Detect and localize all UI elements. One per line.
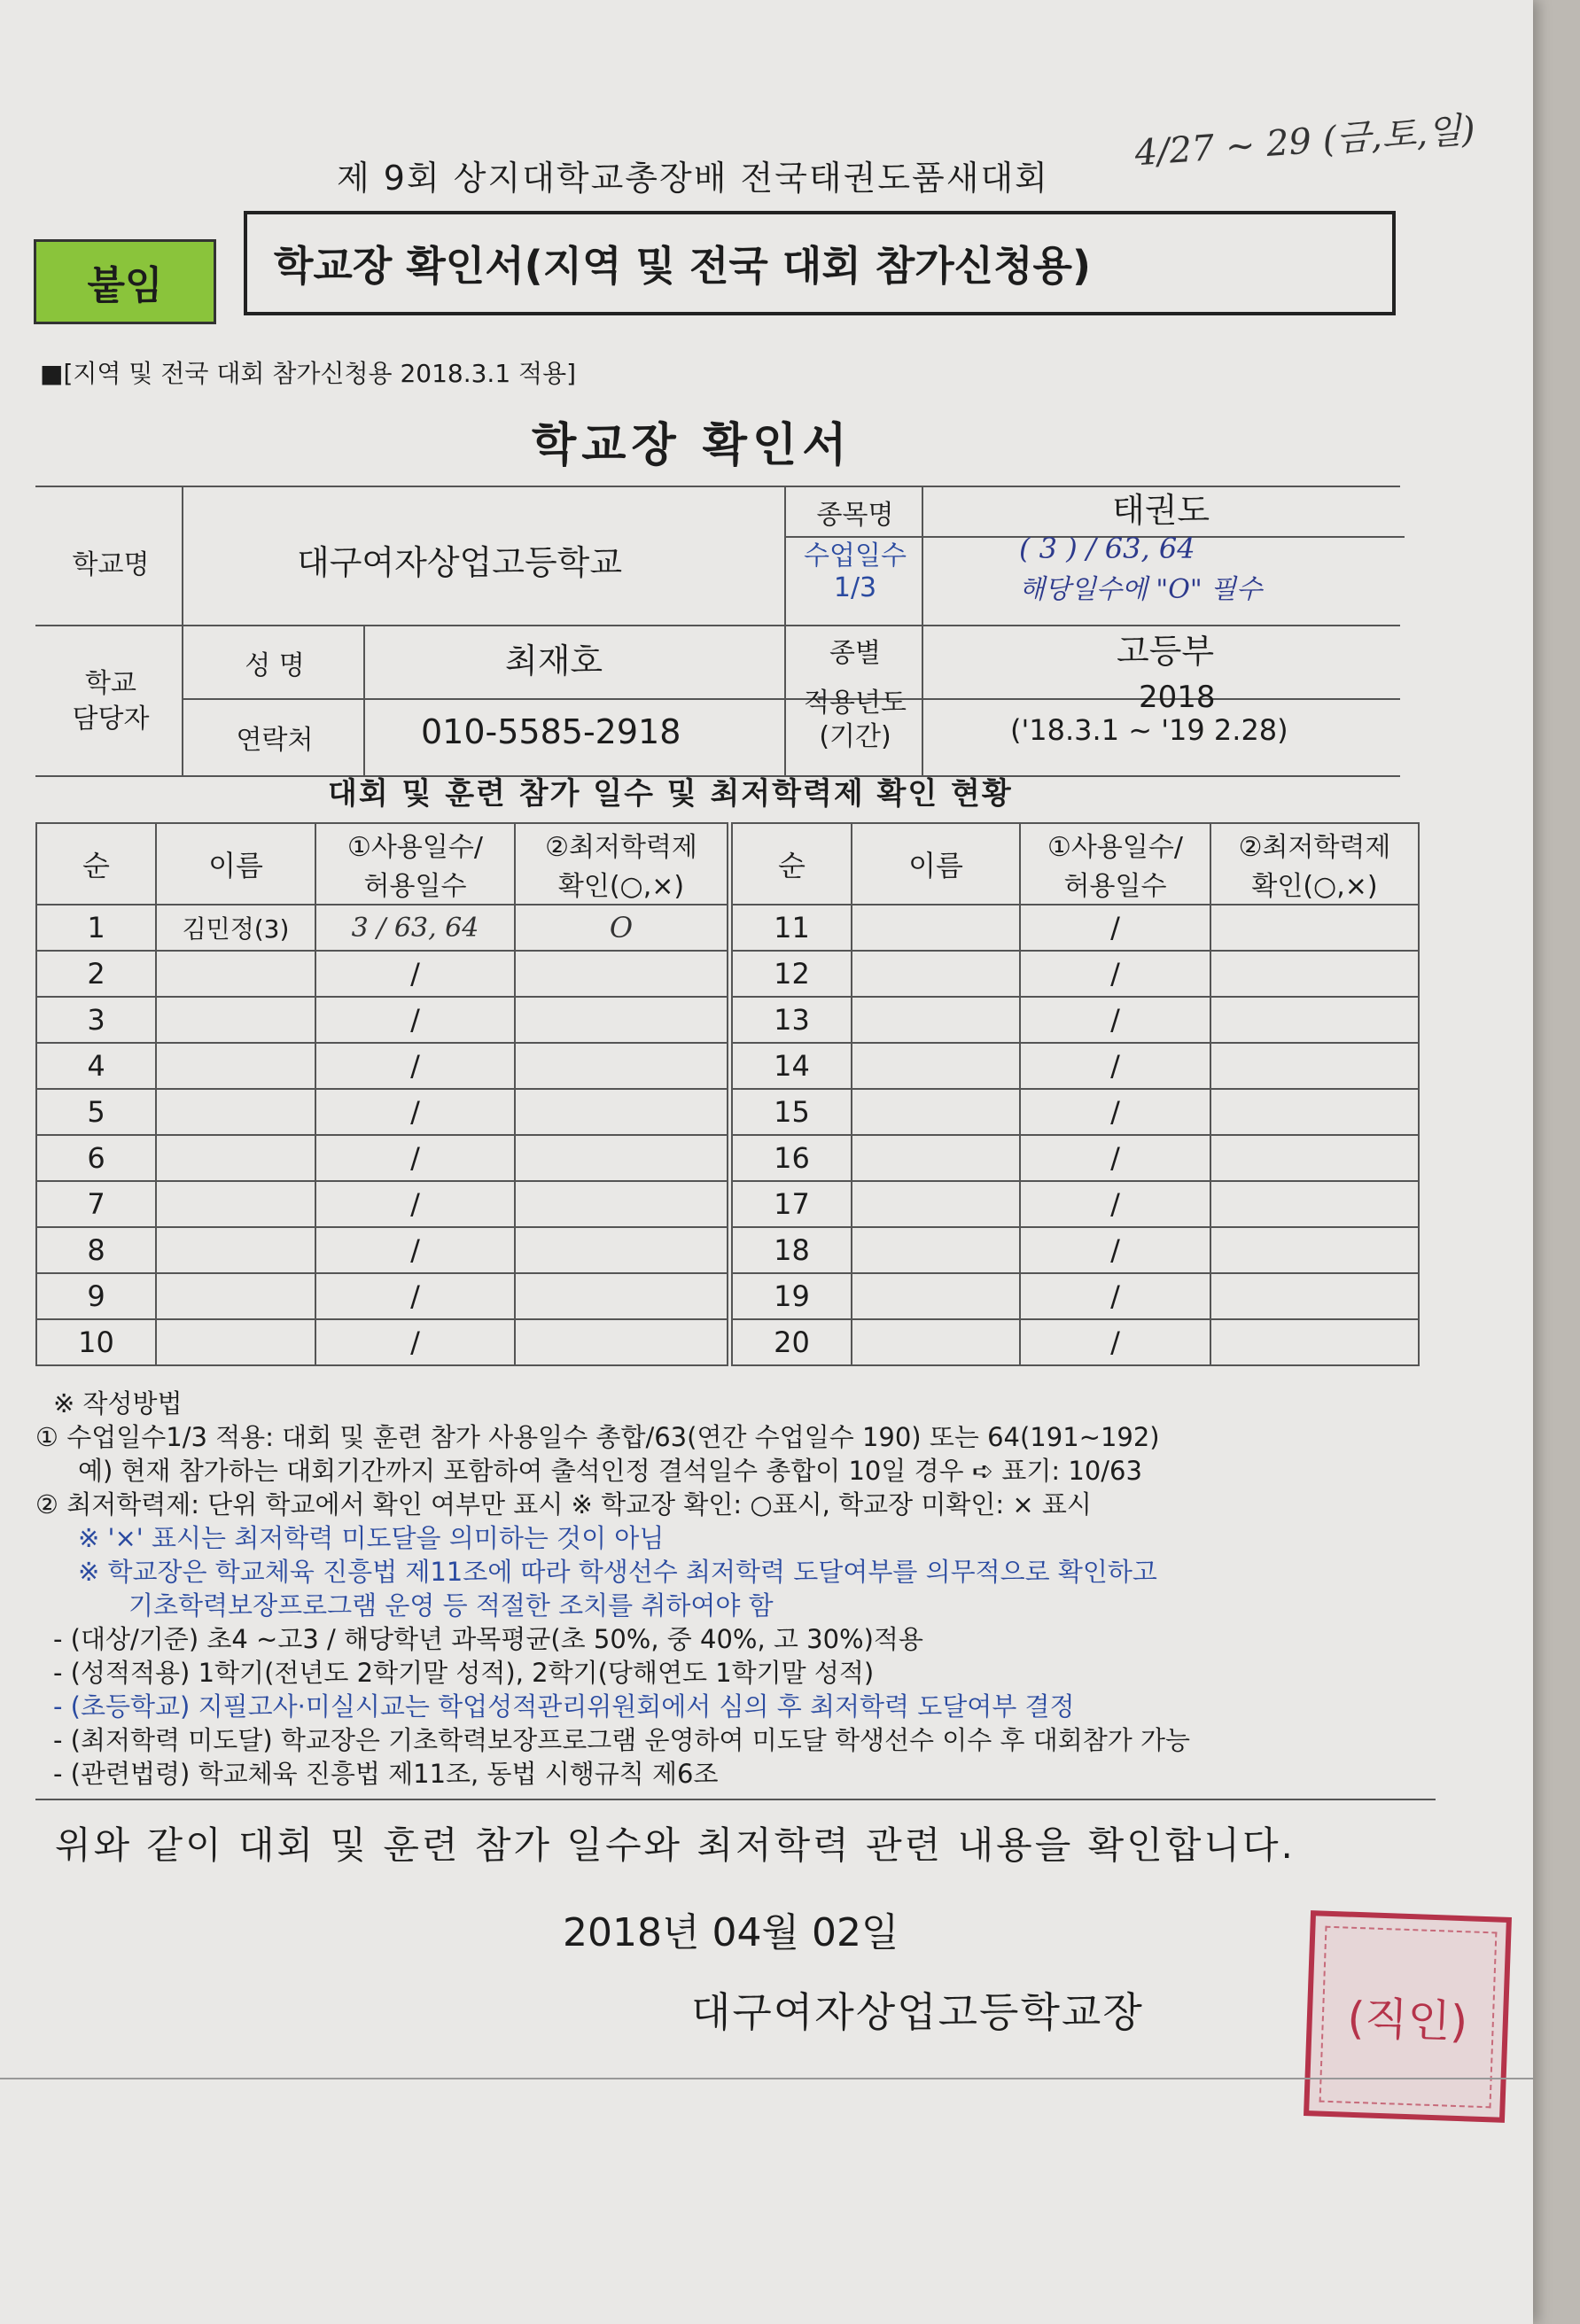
official-seal: [1304, 1910, 1512, 2123]
header-check: ②최저학력제 확인(○,×): [515, 823, 728, 905]
document-date: 2018년 04월 02일: [563, 1910, 899, 1955]
event-label: 종목명: [816, 500, 894, 531]
row-days: /: [315, 997, 515, 1043]
row-days: /: [1020, 1135, 1210, 1181]
divider: [922, 486, 923, 775]
row-days: /: [315, 1043, 515, 1089]
table-row: [36, 1227, 728, 1273]
row-no: 20: [732, 1319, 852, 1365]
row-check: [515, 1089, 728, 1135]
row-check: [515, 1227, 728, 1273]
row-days: /: [1020, 1043, 1210, 1089]
page-bottom-line: [0, 2078, 1533, 2079]
school-name: 대구여자상업고등학교: [297, 543, 623, 582]
row-name: [852, 1043, 1020, 1089]
attachment-badge: 붙임: [34, 239, 216, 324]
table-row: [732, 1273, 1419, 1319]
row-no: 2: [36, 951, 156, 997]
row-no: 18: [732, 1227, 852, 1273]
table-row: [732, 1227, 1419, 1273]
row-no: 8: [36, 1227, 156, 1273]
event-value: 태권도: [1112, 491, 1210, 530]
instructions-notes: [35, 1387, 1462, 1791]
row-name: [156, 1043, 315, 1089]
row-no: 7: [36, 1181, 156, 1227]
note-line: ② 최저학력제: 단위 학교에서 확인 여부만 표시 ※ 학교장 확인: ○표시, 학교장 미확인: × 표시: [35, 1489, 1092, 1520]
table-row: [732, 1181, 1419, 1227]
row-name: [156, 1273, 315, 1319]
table-row: [36, 1089, 728, 1135]
rule-note: ■[지역 및 전국 대회 참가신청용 2018.3.1 적용]: [40, 359, 577, 388]
row-check: [1210, 1089, 1419, 1135]
row-no: 15: [732, 1089, 852, 1135]
row-check: O: [515, 905, 728, 951]
row-name: [852, 1319, 1020, 1365]
row-name: [852, 905, 1020, 951]
row-days: /: [1020, 1273, 1210, 1319]
row-days: /: [315, 1089, 515, 1135]
table-row: [36, 1273, 728, 1319]
row-days: 3 / 63, 64: [315, 905, 515, 951]
row-name: [156, 997, 315, 1043]
row-name: [852, 1273, 1020, 1319]
row-days: /: [1020, 905, 1210, 951]
row-days: /: [1020, 1319, 1210, 1365]
note-line: - (성적적용) 1학기(전년도 2학기말 성적), 2학기(당해연도 1학기말 성적): [53, 1658, 875, 1688]
row-check: [515, 1319, 728, 1365]
contact-value: 010-5585-2918: [421, 712, 681, 751]
school-label: 학교명: [72, 549, 150, 580]
header-days: ①사용일수/ 허용일수: [1020, 823, 1210, 905]
row-name: [852, 1181, 1020, 1227]
year-value: 2018: [1139, 680, 1216, 715]
row-name: [852, 997, 1020, 1043]
header-check: ②최저학력제 확인(○,×): [1210, 823, 1419, 905]
row-days: /: [315, 1181, 515, 1227]
note-line: ① 수업일수1/3 적용: 대회 및 훈련 참가 사용일수 총합/63(연간 수업일수 190) 또는 64(191~192): [35, 1422, 1160, 1452]
table-row: [36, 1043, 728, 1089]
table-row: [36, 905, 728, 951]
row-check: [1210, 1273, 1419, 1319]
row-check: [1210, 951, 1419, 997]
row-check: [1210, 1043, 1419, 1089]
participation-table-left: [35, 822, 728, 1366]
note-line: - (관련법령) 학교체육 진흥법 제11조, 동법 시행규칙 제6조: [53, 1759, 719, 1789]
row-days: /: [1020, 1089, 1210, 1135]
table-row: [36, 1319, 728, 1365]
row-days: /: [315, 1135, 515, 1181]
row-days: /: [315, 1319, 515, 1365]
row-name: [852, 951, 1020, 997]
row-name: [852, 1135, 1020, 1181]
divider: [35, 1799, 1436, 1800]
row-no: 19: [732, 1273, 852, 1319]
row-no: 12: [732, 951, 852, 997]
row-no: 16: [732, 1135, 852, 1181]
row-check: [1210, 1227, 1419, 1273]
year-label: 적용년도 (기간): [804, 688, 907, 752]
divider: [182, 486, 183, 775]
table-row: [732, 1319, 1419, 1365]
class-days-label: 수업일수 1/3: [804, 540, 907, 603]
row-no: 1: [36, 905, 156, 951]
category-label: 종별: [829, 638, 881, 669]
event-title: 제 9회 상지대학교총장배 전국태권도품새대회: [337, 159, 1049, 198]
row-no: 3: [36, 997, 156, 1043]
confirmation-statement: 위와 같이 대회 및 훈련 참가 일수와 최저학력 관련 내용을 확인합니다.: [55, 1823, 1296, 1867]
note-line: 기초학력보장프로그램 운영 등 적절한 조치를 취하여야 함: [128, 1590, 774, 1621]
row-name: [852, 1089, 1020, 1135]
row-check: [515, 951, 728, 997]
row-days: /: [315, 951, 515, 997]
note-line: - (최저학력 미도달) 학교장은 기초학력보장프로그램 운영하여 미도달 학생선수 이수 후 대회참가 가능: [53, 1725, 1191, 1755]
row-check: [1210, 905, 1419, 951]
row-days: /: [1020, 951, 1210, 997]
row-no: 4: [36, 1043, 156, 1089]
row-no: 14: [732, 1043, 852, 1089]
row-name: 김민정(3): [156, 905, 315, 951]
row-check: [1210, 1181, 1419, 1227]
row-no: 6: [36, 1135, 156, 1181]
row-no: 10: [36, 1319, 156, 1365]
row-check: [1210, 1135, 1419, 1181]
row-no: 17: [732, 1181, 852, 1227]
seal-text: (직인): [1319, 1925, 1497, 2108]
row-no: 9: [36, 1273, 156, 1319]
table-row: [732, 951, 1419, 997]
table-row: [732, 905, 1419, 951]
section-title: 대회 및 훈련 참가 일수 및 최저학력제 확인 현황: [328, 776, 1013, 812]
class-days-hint: 해당일수에 "O" 필수: [1019, 574, 1263, 605]
row-days: /: [1020, 1181, 1210, 1227]
table-row: [732, 1043, 1419, 1089]
table-row: [732, 1135, 1419, 1181]
handwritten-date-note: 4/27 ~ 29 (금,토,일): [1133, 109, 1477, 175]
row-no: 11: [732, 905, 852, 951]
header-name: 이름: [852, 823, 1020, 905]
note-line: - (대상/기준) 초4 ~고3 / 해당학년 과목평균(초 50%, 중 40%, 고 30%)적용: [53, 1624, 923, 1654]
row-name: [156, 1319, 315, 1365]
table-row: [732, 1089, 1419, 1135]
table-row: [36, 1181, 728, 1227]
divider: [784, 486, 786, 775]
principal-name: 대구여자상업고등학교장: [691, 1988, 1144, 2036]
page-title: 학교장 확인서: [532, 419, 852, 472]
table-row: [36, 997, 728, 1043]
row-days: /: [315, 1273, 515, 1319]
row-no: 13: [732, 997, 852, 1043]
header-box-title: 학교장 확인서(지역 및 전국 대회 참가신청용): [244, 211, 1396, 315]
table-row: [36, 951, 728, 997]
row-check: [1210, 997, 1419, 1043]
row-name: [156, 1089, 315, 1135]
note-line: ※ '×' 표시는 최저학력 미도달을 의미하는 것이 아님: [78, 1523, 665, 1553]
row-name: [156, 1181, 315, 1227]
header-days: ①사용일수/ 허용일수: [315, 823, 515, 905]
note-line: ※ 학교장은 학교체육 진흥법 제11조에 따라 학생선수 최저학력 도달여부를 의무적으로 확인하고: [78, 1557, 1157, 1587]
divider: [363, 625, 365, 775]
row-name: [156, 1227, 315, 1273]
row-check: [1210, 1319, 1419, 1365]
manager-name: 최재호: [505, 641, 603, 680]
row-check: [515, 997, 728, 1043]
row-days: /: [1020, 997, 1210, 1043]
class-days-value: ( 3 ) / 63, 64: [1019, 532, 1195, 565]
row-no: 5: [36, 1089, 156, 1135]
header-no: 순: [36, 823, 156, 905]
row-name: [156, 1135, 315, 1181]
row-days: /: [315, 1227, 515, 1273]
period-value: ('18.3.1 ~ '19 2.28): [1010, 713, 1288, 747]
note-heading: ※ 작성방법: [53, 1388, 183, 1418]
table-row: [36, 1135, 728, 1181]
table-row: [732, 997, 1419, 1043]
header-no: 순: [732, 823, 852, 905]
row-check: [515, 1181, 728, 1227]
contact-label: 연락처: [236, 725, 314, 756]
row-check: [515, 1273, 728, 1319]
row-name: [852, 1227, 1020, 1273]
row-check: [515, 1135, 728, 1181]
note-line: 예) 현재 참가하는 대회기간까지 포함하여 출석인정 결석일수 총합이 10일 경우 ➪ 표기: 10/63: [78, 1456, 1142, 1486]
manager-label: 학교 담당자: [72, 668, 150, 735]
row-name: [156, 951, 315, 997]
row-check: [515, 1043, 728, 1089]
name-label: 성 명: [245, 650, 305, 681]
participation-table-right: [731, 822, 1420, 1366]
note-line: - (초등학교) 지필고사·미실시교는 학업성적관리위원회에서 심의 후 최저학력 도달여부 결정: [53, 1691, 1075, 1722]
row-days: /: [1020, 1227, 1210, 1273]
category-value: 고등부: [1117, 632, 1215, 671]
header-name: 이름: [156, 823, 315, 905]
